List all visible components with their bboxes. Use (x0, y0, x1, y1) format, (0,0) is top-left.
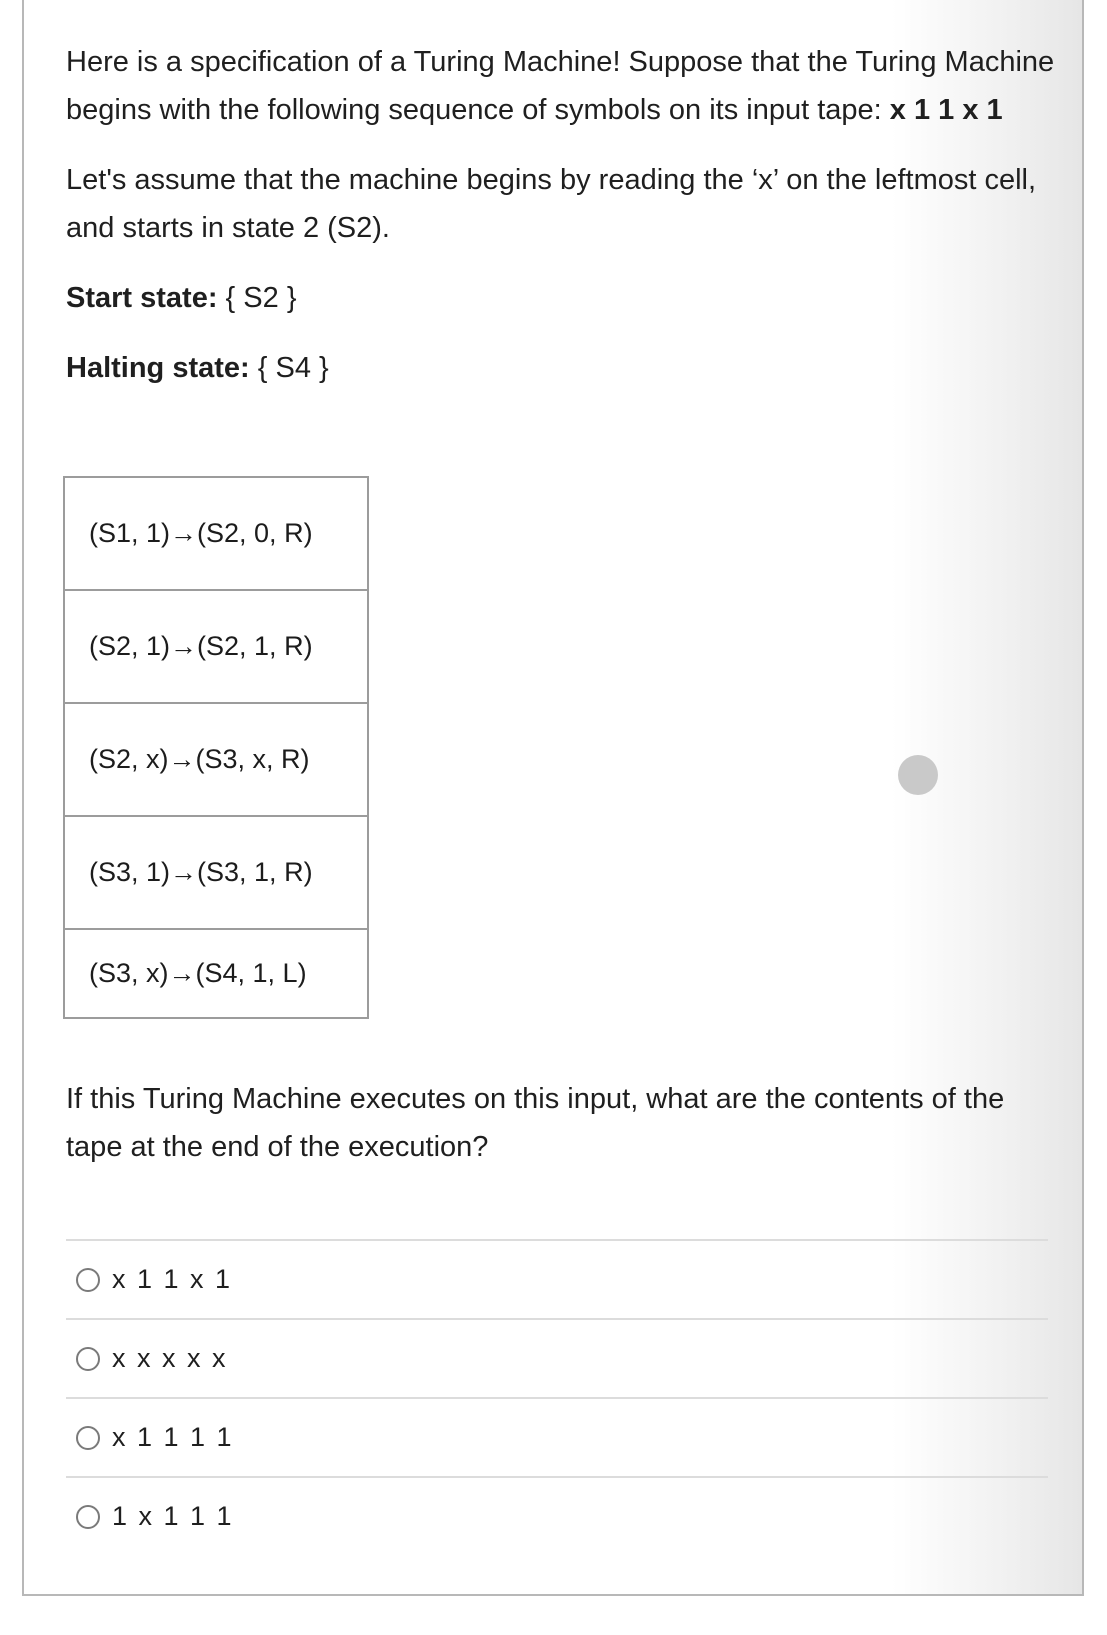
option-label[interactable]: x 1 1 1 1 (112, 1422, 234, 1452)
question-text: If this Turing Machine executes on this input, what are the contents of the tape at the end of the execution? (66, 1083, 1005, 1163)
option-label[interactable]: x 1 1 x 1 (112, 1264, 233, 1294)
option-label[interactable]: x x x x x (112, 1343, 228, 1373)
answer-option[interactable] (66, 1476, 1048, 1555)
gray-dot-marker (898, 755, 938, 795)
radio-button[interactable] (76, 1505, 100, 1529)
answer-option[interactable] (66, 1239, 1048, 1318)
intro-paragraph (66, 38, 1056, 134)
transition-rules-table (63, 476, 369, 1019)
question-content (66, 38, 1056, 392)
radio-button[interactable] (76, 1347, 100, 1371)
rule-cell: (S3, x)→(S4, 1, L) (64, 929, 368, 1018)
rule-row (64, 590, 368, 703)
rule-row (64, 816, 368, 929)
radio-button[interactable] (76, 1426, 100, 1450)
rule-cell: (S2, 1)→(S2, 1, R) (64, 590, 368, 703)
option-label[interactable]: 1 x 1 1 1 (112, 1501, 234, 1531)
rule-row (64, 929, 368, 1018)
rule-row (64, 477, 368, 590)
radio-button[interactable] (76, 1268, 100, 1292)
answer-options (66, 1239, 1048, 1555)
answer-option[interactable] (66, 1397, 1048, 1476)
start-state-label: Start state: (66, 282, 218, 314)
answer-option[interactable] (66, 1318, 1048, 1397)
halting-state-line (66, 344, 1056, 392)
halting-state-label: Halting state: (66, 352, 250, 384)
question-card (22, 0, 1084, 1596)
start-state-line (66, 274, 1056, 322)
rule-row (64, 703, 368, 816)
rule-cell: (S3, 1)→(S3, 1, R) (64, 816, 368, 929)
rule-cell: (S1, 1)→(S2, 0, R) (64, 477, 368, 590)
start-state-value: { S2 } (217, 282, 297, 314)
input-tape: x 1 1 x 1 (889, 94, 1003, 126)
intro-text: Here is a specification of a Turing Machine! Suppose that the Turing Machine begins with the following sequence of symbols on its input tape: (66, 46, 1055, 126)
rule-cell: (S2, x)→(S3, x, R) (64, 703, 368, 816)
assumption-paragraph: Let's assume that the machine begins by reading the ‘x’ on the leftmost cell, and starts in state 2 (S2). (66, 164, 1037, 244)
halting-state-value: { S4 } (249, 352, 329, 384)
